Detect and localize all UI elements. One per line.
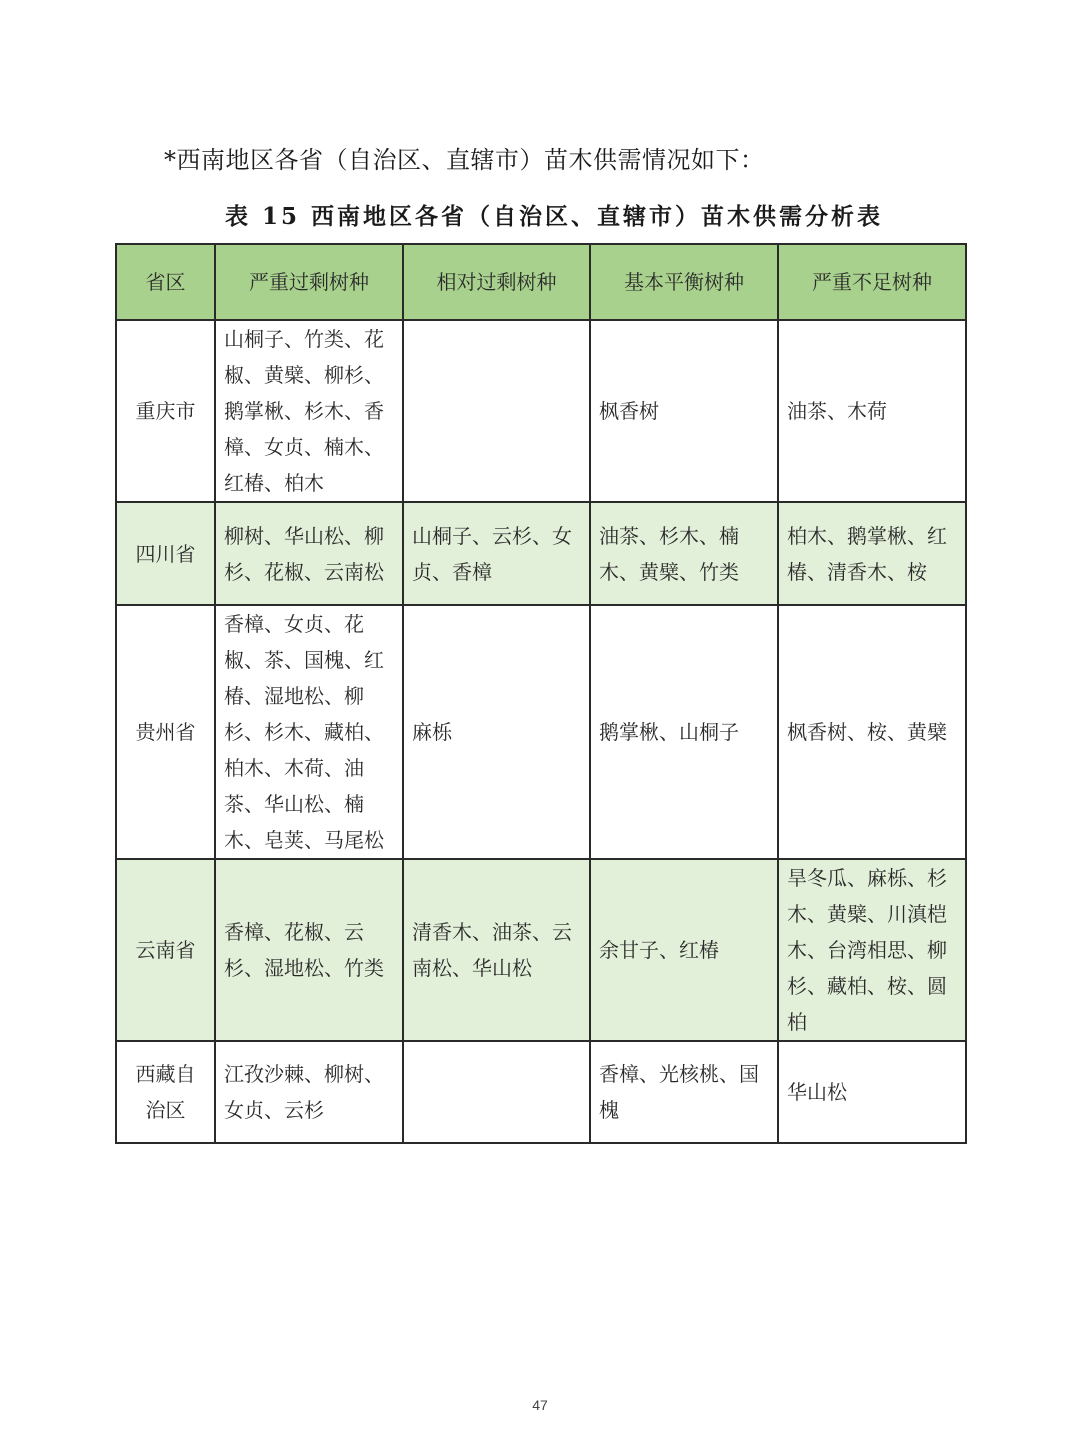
balanced-cell: 鹅掌楸、山桐子: [590, 605, 778, 859]
balanced-cell: 香樟、光核桃、国槐: [590, 1041, 778, 1143]
balanced-cell: 余甘子、红椿: [590, 859, 778, 1041]
severe-surplus-cell: 江孜沙棘、柳树、女贞、云杉: [215, 1041, 403, 1143]
province-cell: 重庆市: [116, 320, 215, 502]
relative-surplus-cell: 麻栎: [403, 605, 590, 859]
province-cell: 四川省: [116, 502, 215, 605]
severe-shortage-cell: 油茶、木荷: [778, 320, 966, 502]
severe-shortage-cell: 华山松: [778, 1041, 966, 1143]
province-cell: 云南省: [116, 859, 215, 1041]
severe-shortage-cell: 柏木、鹅掌楸、红椿、清香木、桉: [778, 502, 966, 605]
table-row-chongqing: [116, 320, 966, 502]
table-caption: 表 15 西南地区各省（自治区、直辖市）苗木供需分析表: [224, 203, 884, 230]
province-cell: 贵州省: [116, 605, 215, 859]
severe-surplus-cell: 香樟、花椒、云杉、湿地松、竹类: [215, 859, 403, 1041]
balanced-cell: 枫香树: [590, 320, 778, 502]
severe-surplus-cell: 柳树、华山松、柳杉、花椒、云南松: [215, 502, 403, 605]
intro-paragraph: *西南地区各省（自治区、直辖市）苗木供需情况如下：: [164, 146, 765, 174]
balanced-cell: 油茶、杉木、楠木、黄檗、竹类: [590, 502, 778, 605]
relative-surplus-cell: 山桐子、云杉、女贞、香樟: [403, 502, 590, 605]
relative-surplus-cell: 清香木、油茶、云南松、华山松: [403, 859, 590, 1041]
column-header-severe-shortage: 严重不足树种: [778, 244, 966, 320]
province-cell: 西藏自治区: [116, 1041, 215, 1143]
column-header-province: 省区: [116, 244, 215, 320]
severe-surplus-cell: 香樟、女贞、花椒、茶、国槐、红椿、湿地松、柳杉、杉木、藏柏、柏木、木荷、油茶、华山松、楠木、皂荚、马尾松: [215, 605, 403, 859]
page-number: 47: [532, 1397, 548, 1413]
table-row-yunnan: [116, 859, 966, 1041]
column-header-balanced: 基本平衡树种: [590, 244, 778, 320]
column-header-severe-surplus: 严重过剩树种: [215, 244, 403, 320]
relative-surplus-cell: [403, 320, 590, 502]
severe-shortage-cell: 旱冬瓜、麻栎、杉木、黄檗、川滇桤木、台湾相思、柳杉、藏柏、桉、圆柏: [778, 859, 966, 1041]
table-row-guizhou: [116, 605, 966, 859]
severe-surplus-cell: 山桐子、竹类、花椒、黄檗、柳杉、鹅掌楸、杉木、香樟、女贞、楠木、红椿、柏木: [215, 320, 403, 502]
table-header-row: [116, 244, 966, 320]
relative-surplus-cell: [403, 1041, 590, 1143]
table-row-tibet: [116, 1041, 966, 1143]
severe-shortage-cell: 枫香树、桉、黄檗: [778, 605, 966, 859]
table-row-sichuan: [116, 502, 966, 605]
seedling-supply-table: [115, 243, 967, 1144]
column-header-relative-surplus: 相对过剩树种: [403, 244, 590, 320]
